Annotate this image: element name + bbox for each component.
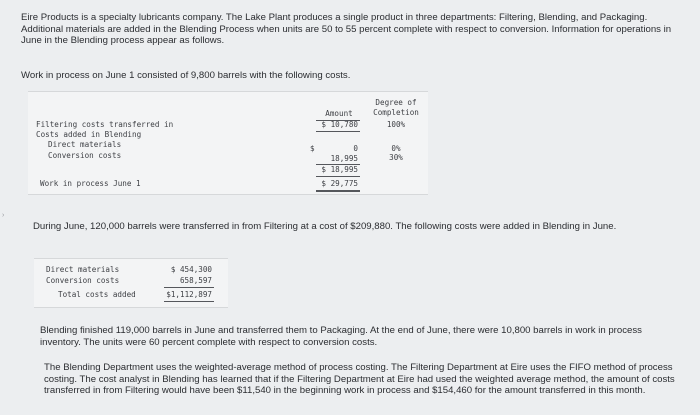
filtering-amount: $ 10,780 [321, 120, 358, 129]
added-in-blending-label: Costs added in Blending [36, 130, 142, 139]
t2-conversion-label: Conversion costs [46, 276, 120, 285]
wip-double-rule [316, 190, 360, 192]
wip-intro-paragraph: Work in process on June 1 consisted of 9,800 barrels with the following costs. [21, 70, 351, 81]
t2-total-label: Total costs added [58, 290, 136, 299]
wip-june1-label: Work in process June 1 [40, 179, 141, 188]
direct-materials-label: Direct materials [48, 140, 122, 149]
fifo-note-paragraph: The Blending Department uses the weighted-average method of process costing. The Filtering Department at Eire uses the FIFO method of process costing. The cost analyst in Blending has learned that if the Filtering Department at Eire had used the weighted average method, the amount of costs transferred in from Filtering would have been $11,540 in the beginning work in process and $154,460 for the amount transferred in this month. [44, 362, 675, 397]
conversion-costs-label: Conversion costs [48, 151, 122, 160]
t2-materials-amount: $ 454,300 [170, 265, 212, 274]
materials-degree: 0% [391, 144, 401, 153]
t2-materials-label: Direct materials [46, 265, 120, 274]
header-amount: Amount [325, 109, 353, 118]
june-transfers-paragraph: During June, 120,000 barrels were transferred in from Filtering at a cost of $209,880. The following costs were added in Blending in June. [33, 221, 617, 232]
blending-finished-paragraph: Blending finished 119,000 barrels in June and transferred them to Packaging. At the end of June, there were 10,800 barrels in work in process inventory. The units were 60 percent complete with respect to conversion costs. [40, 325, 642, 348]
wip-june1-amount: $ 29,775 [321, 179, 358, 188]
conversion-degree: 30% [389, 153, 403, 162]
filtering-label: Filtering costs transferred in [36, 120, 174, 129]
filtering-degree: 100% [386, 120, 406, 129]
conversion-amount: 18,995 [330, 154, 358, 163]
t2-conversion-amount: 658,597 [179, 276, 212, 285]
filtering-rule [316, 131, 360, 132]
wip-cost-table [28, 91, 428, 195]
materials-amount: 0 [353, 144, 358, 153]
margin-mark: › [2, 212, 5, 219]
materials-dollar: $ [310, 144, 315, 153]
t2-total-rule [164, 301, 214, 302]
intro-paragraph: Eire Products is a specialty lubricants company. The Lake Plant produces a single product in three departments: Filtering, Blending, and Packaging. Additional materials are added in the Blending Process when units are 50 to 55 percent complete with respect to conversion. Information for operations in June in the Blending process appear as follows. [21, 12, 672, 47]
t2-conversion-rule [164, 287, 214, 288]
costs-added-table [34, 258, 228, 308]
header-degree-line1: Degree of [375, 98, 417, 107]
header-degree-line2: Completion [373, 108, 419, 117]
t2-total-amount: $1,112,897 [166, 290, 212, 299]
subtotal-amount: $ 18,995 [321, 165, 358, 174]
subtotal-rule [316, 176, 360, 177]
